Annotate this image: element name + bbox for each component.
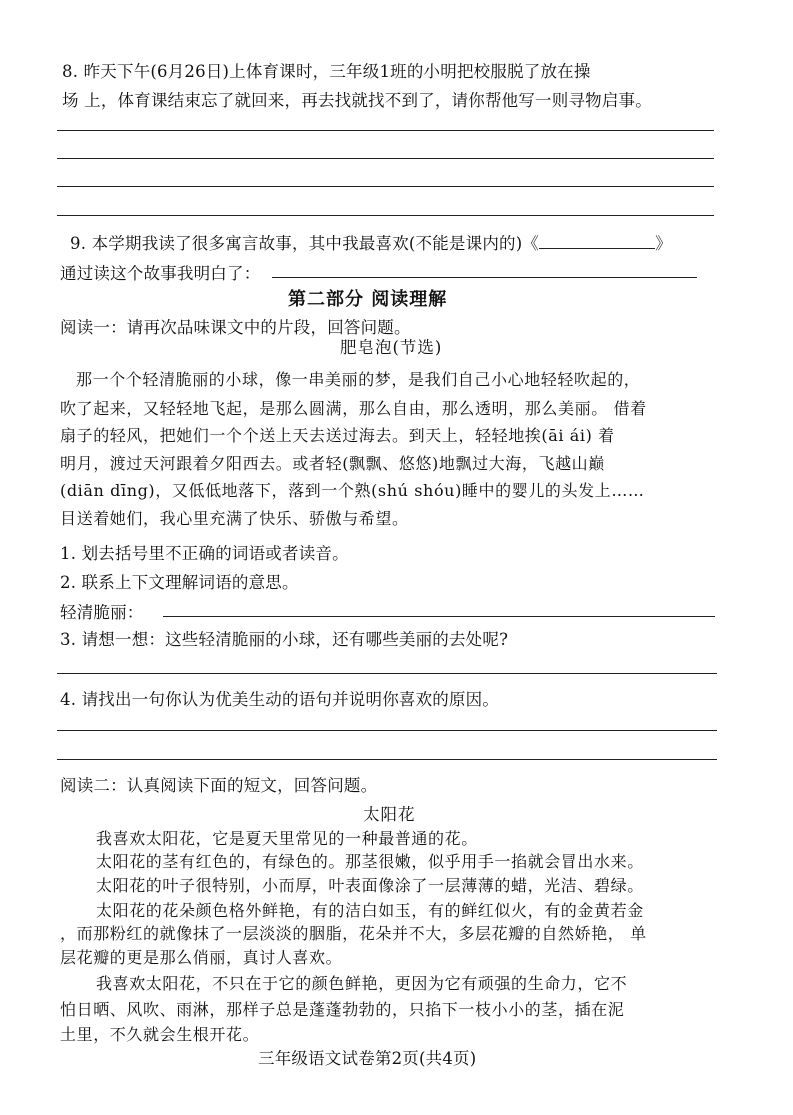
reading2-title: 太阳花 [363,805,416,824]
reading1-line-3: 扇子的轻风，把她们一个个送上天去送过海去。到天上，轻轻地挨(āi ái) 着 [60,426,615,445]
q8-line1: 8. 昨天下午(6月26日)上体育课时，三年级1班的小明把校服脱了放在操 [62,62,591,81]
q8-answer-line-4[interactable] [57,215,714,216]
q9-line1 [70,230,672,254]
reading2-line-2: 太阳花的茎有红色的，有绿色的。那茎很嫩，似乎用手一掐就会冒出水来。 [96,852,644,871]
q8-answer-line-3[interactable] [57,186,714,187]
q9-line2: 通过读这个故事我明白了： [60,264,261,283]
reading2-line-5: ，而那粉红的就像抹了一层淡淡的胭脂，花朵并不大，多层花瓣的自然娇艳， 单 [60,924,647,943]
reading1-line-1: 那一个个轻清脆丽的小球，像一串美丽的梦，是我们自己小心地轻轻吹起的， [76,370,641,389]
q8-answer-line-1[interactable] [57,130,714,131]
reading1-title: 肥皂泡(节选) [340,338,443,357]
reading2-line-9: 土里，不久就会生根开花。 [60,1025,260,1044]
reading1-q2-term: 轻清脆丽： [60,603,144,622]
reading1-q4-answer-line-1[interactable] [57,730,717,731]
reading1-intro: 阅读一：请再次品味课文中的片段，回答问题。 [60,318,411,337]
q8-answer-line-2[interactable] [57,158,714,159]
reading1-q4-answer-line-2[interactable] [57,759,717,760]
reading1-q4: 4. 请找出一句你认为优美生动的语句并说明你喜欢的原因。 [60,690,500,709]
reading2-line-6: 层花瓣的更是那么俏丽，真讨人喜欢。 [60,948,343,967]
reading1-line-6: 目送着她们，我心里充满了快乐、骄傲与希望。 [60,509,409,528]
q9-answer-line[interactable] [272,277,697,278]
reading1-q3: 3. 请想一想：这些轻清脆丽的小球，还有哪些美丽的去处呢? [60,630,509,649]
q9-book-title-blank[interactable] [539,234,655,249]
reading1-line-2: 吹了起来，又轻轻地飞起，是那么圆满，那么自由，那么透明，那么美丽。 借着 [60,399,647,418]
reading1-q2: 2. 联系上下文理解词语的意思。 [60,573,299,592]
reading2-intro: 阅读二：认真阅读下面的短文，回答问题。 [60,776,378,795]
reading1-line-4: 明月，渡过天河跟着夕阳西去。或者轻(飘飘、悠悠)地飘过大海，飞越山巅 [60,454,605,473]
reading2-line-1: 我喜欢太阳花，它是夏天里常见的一种最普通的花。 [96,829,478,848]
q9-prompt: 9. 本学期我读了很多寓言故事，其中我最喜欢(不能是课内的)《 [70,234,540,253]
reading1-line-5: (diān dīng)，又低低地落下，落到一个熟(shú shóu)睡中的婴儿的头发上…… [60,481,645,500]
reading1-q2-answer-line[interactable] [163,616,715,617]
reading2-line-8: 怕日晒、风吹、雨淋，那样子总是蓬蓬勃勃的，只掐下一枝小小的茎，插在泥 [60,1000,625,1019]
q8-line2: 场 上，体育课结束忘了就回来，再去找就找不到了，请你帮他写一则寻物启事。 [62,91,652,110]
reading2-line-4: 太阳花的花朵颜色格外鲜艳，有的洁白如玉，有的鲜红似火，有的金黄若金 [96,901,644,920]
q9-bracket-close: 》 [655,234,672,253]
reading1-q1: 1. 划去括号里不正确的词语或者读音。 [60,544,349,563]
page-footer: 三年级语文试卷第2页(共4页) [258,1049,477,1068]
reading2-line-3: 太阳花的叶子很特别，小而厚，叶表面像涂了一层薄薄的蜡，光洁、碧绿。 [96,876,644,895]
part2-title: 第二部分 阅读理解 [288,289,448,310]
reading1-q3-answer-line[interactable] [57,673,717,674]
reading2-line-7: 我喜欢太阳花，不只在于它的颜色鲜艳，更因为它有顽强的生命力，它不 [96,974,628,993]
